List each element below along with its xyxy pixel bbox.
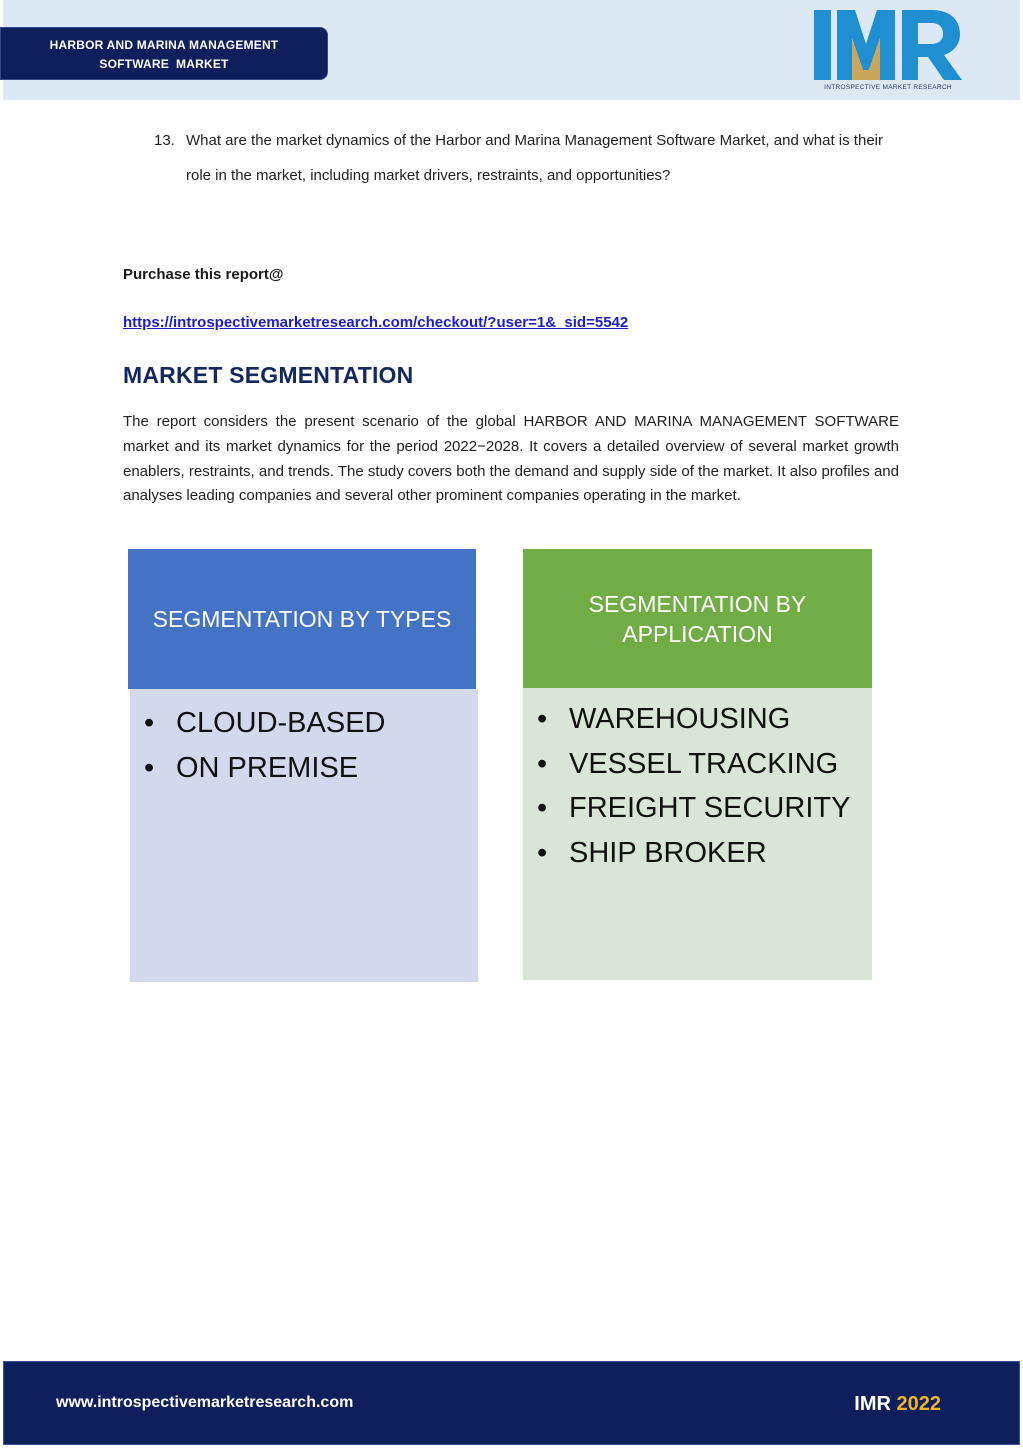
question-text: What are the market dynamics of the Harbor and Marina Management Software Market, and what is their role in the market, including market drivers, restraints, and opportunities? xyxy=(186,132,883,184)
footer-website-link[interactable]: www.introspectivemarketresearch.com xyxy=(56,1394,354,1411)
section-body: The report considers the present scenario of the global HARBOR AND MARINA MANAGEMENT SOFTWARE market and its market dynamics for the period 2022−2028. It covers a detailed overview of several market growth enablers, restraints, and trends. The study covers both the demand and supply side of the market. It also profiles and analyses leading companies and several other prominent companies operating in the market. xyxy=(123,413,899,505)
section-heading: MARKET SEGMENTATION xyxy=(123,362,414,388)
logo-letter-r xyxy=(902,10,962,80)
segmentation-application-panel xyxy=(523,688,872,980)
footer-brand xyxy=(854,1393,941,1416)
segmentation-application-header xyxy=(523,549,872,688)
list-item: • ON PREMISE xyxy=(144,746,386,791)
logo-caption: INTROSPECTIVE MARKET RESEARCH xyxy=(824,84,952,91)
logo-letter-m xyxy=(837,10,895,80)
segmentation-types-title: SEGMENTATION BY TYPES xyxy=(152,606,452,632)
footer-band xyxy=(3,1361,1020,1445)
purchase-link[interactable]: https://introspectivemarketresearch.com/checkout/?user=1&_sid=5542 xyxy=(123,314,629,331)
list-item: • WAREHOUSING xyxy=(537,697,850,742)
badge-line-1: HARBOR AND MARINA MANAGEMENT xyxy=(49,38,279,52)
segmentation-application-list xyxy=(537,697,850,875)
segmentation-types-header xyxy=(128,549,476,689)
purchase-label: Purchase this report@ xyxy=(123,266,284,283)
question-number: 13. xyxy=(154,132,175,149)
badge-line-2: SOFTWARE MARKET xyxy=(99,57,229,71)
list-item: • CLOUD-BASED xyxy=(144,701,386,746)
segmentation-types-panel xyxy=(130,689,478,982)
list-item: • SHIP BROKER xyxy=(537,831,850,876)
report-title-badge xyxy=(0,27,328,80)
footer-brand-name: IMR xyxy=(854,1393,891,1415)
footer-year: 2022 xyxy=(896,1393,941,1415)
segmentation-types-list xyxy=(144,701,386,790)
imr-logo xyxy=(814,8,964,96)
list-item: • VESSEL TRACKING xyxy=(537,742,850,787)
list-item: • FREIGHT SECURITY xyxy=(537,786,850,831)
segmentation-application-title: SEGMENTATION BY APPLICATION xyxy=(588,590,807,647)
logo-letter-i xyxy=(814,10,831,80)
